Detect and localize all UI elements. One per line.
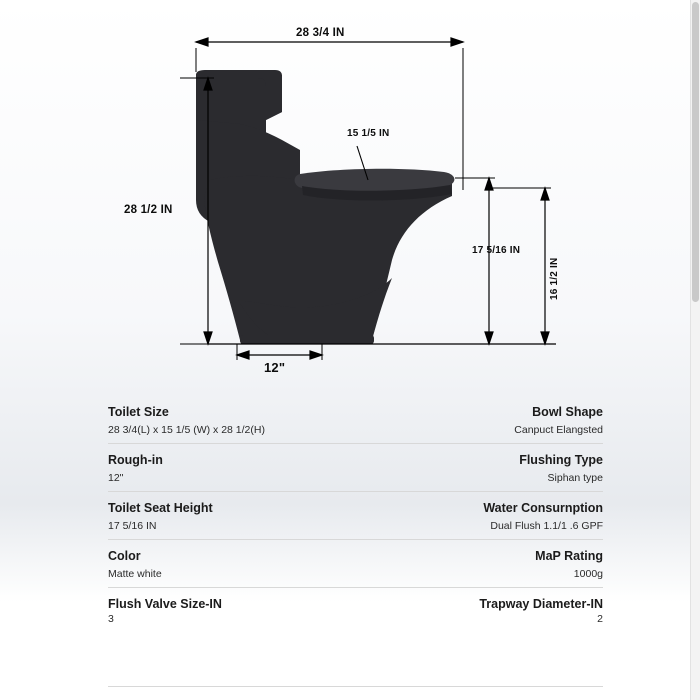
dimension-label-height-left: 28 1/2 IN bbox=[124, 204, 173, 216]
dimension-overall-right bbox=[489, 188, 551, 344]
spec-title-left: Toilet Size bbox=[108, 405, 169, 419]
dimension-label-rough-in: 12" bbox=[264, 360, 286, 375]
spec-title-right: Bowl Shape bbox=[532, 405, 603, 419]
spec-title-right: MaP Rating bbox=[535, 549, 603, 563]
spec-row bbox=[108, 491, 603, 539]
dimension-seat-height bbox=[455, 178, 495, 344]
spec-value-left: 3 bbox=[108, 613, 114, 625]
spec-value-right: 1000g bbox=[573, 568, 603, 580]
table-bottom-divider bbox=[108, 686, 603, 687]
spec-title-left: Color bbox=[108, 549, 141, 563]
dimension-label-seat-height: 17 5/16 IN bbox=[472, 245, 521, 256]
spec-title-left: Rough-in bbox=[108, 453, 163, 467]
spec-value-left: 28 3/4(L) x 15 1/5 (W) x 28 1/2(H) bbox=[108, 424, 265, 436]
spec-value-right: Canpuct Elangsted bbox=[514, 424, 603, 436]
toilet-silhouette bbox=[196, 70, 454, 344]
spec-row bbox=[108, 443, 603, 491]
spec-title-left: Toilet Seat Height bbox=[108, 501, 213, 515]
page-scrollbar[interactable] bbox=[690, 0, 700, 700]
spec-value-right: 2 bbox=[597, 613, 603, 625]
dimension-rough-in bbox=[237, 344, 322, 360]
specifications-table bbox=[108, 396, 603, 632]
spec-row bbox=[108, 587, 603, 632]
dimension-label-seat-callout: 15 1/5 IN bbox=[347, 128, 390, 139]
spec-value-left: 17 5/16 IN bbox=[108, 520, 157, 532]
dimension-label-width-top: 28 3/4 IN bbox=[296, 27, 345, 39]
spec-title-left: Flush Valve Size-IN bbox=[108, 597, 222, 611]
spec-title-right: Trapway Diameter-IN bbox=[479, 597, 603, 611]
page-scrollbar-thumb[interactable] bbox=[692, 2, 699, 302]
spec-title-right: Flushing Type bbox=[519, 453, 603, 467]
spec-row bbox=[108, 396, 603, 443]
spec-title-right: Water Consurnption bbox=[483, 501, 603, 515]
spec-row bbox=[108, 539, 603, 587]
spec-value-left: Matte white bbox=[108, 568, 162, 580]
dimension-label-overall-right: 16 1/2 IN bbox=[549, 257, 560, 300]
spec-value-right: Siphan type bbox=[547, 472, 603, 484]
spec-value-right: Dual Flush 1.1/1 .6 GPF bbox=[490, 520, 603, 532]
spec-value-left: 12" bbox=[108, 472, 124, 484]
